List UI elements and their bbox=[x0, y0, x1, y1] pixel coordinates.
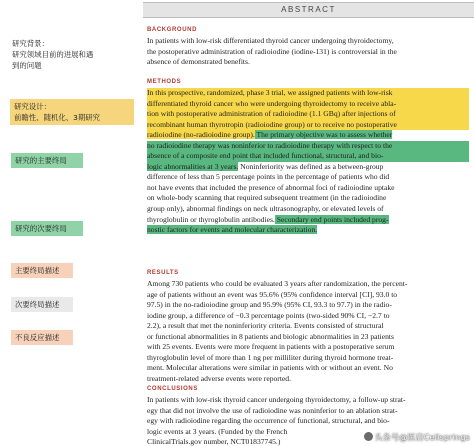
text-line-secondary-endpoint: nostic factors for events and molecular characterization. bbox=[147, 225, 318, 235]
text-line-design: recombinant human thyrotropin (radioiodine group) or to receive no postoperative bbox=[147, 120, 469, 131]
text-line: 2.2), a result that met the noninferiority criteria. Events consisted of structural bbox=[147, 321, 384, 331]
text-line: the postoperative administration of radioiodine (iodine-131) is controversial in the bbox=[147, 46, 397, 56]
text-line-design: tion with postoperative administration of radioiodine (1.1 GBq) after injections of bbox=[147, 109, 469, 120]
text-line-primary-endpoint: absence of a composite end point that included functional, structural, and bio- bbox=[147, 151, 469, 162]
text-line-design: differentiated thyroid cancer who were undergoing thyroidectomy to receive abla- bbox=[147, 99, 469, 110]
text-line: age of patients without an event was 95.6% (95% confidence interval [CI], 93.0 to bbox=[147, 289, 398, 299]
annotation-line: 研究设计： bbox=[14, 102, 51, 111]
text-line-primary-endpoint: logic abnormalities at 3 years. bbox=[147, 161, 239, 171]
abstract-panel bbox=[143, 0, 474, 446]
annotation-line: 研究背景： bbox=[12, 39, 49, 48]
annotation-line: 研究领域目前的进展和遇 bbox=[12, 50, 94, 59]
annotation-column bbox=[0, 0, 140, 446]
text-line: iodine group, a difference of −0.3 percentage points (two-sided 90% CI, −2.7 to bbox=[147, 310, 390, 320]
conclusions-heading: CONCLUSIONS bbox=[147, 386, 198, 392]
text-line: Among 730 patients who could be evaluated 3 years after randomization, the percent- bbox=[147, 279, 408, 288]
annotation-line: 前瞻性、随机化、3期研究 bbox=[14, 113, 101, 122]
watermark bbox=[364, 432, 470, 443]
results-text bbox=[147, 279, 469, 384]
annotation-background bbox=[8, 36, 138, 73]
abstract-header: ABSTRACT bbox=[143, 2, 474, 18]
text-line: In patients with low-risk thyroid cancer undergoing thyroidectomy, a follow-up strat- bbox=[147, 395, 406, 404]
annotation-text: 研究的主要终局 bbox=[15, 156, 67, 165]
text-line: or functional abnormalities in 8 patients and biologic abnormalities in 23 patients bbox=[147, 331, 394, 341]
text-line: In patients with low-risk differentiated thyroid cancer undergoing thyroidectomy, bbox=[147, 36, 394, 45]
background-text bbox=[147, 36, 469, 68]
text-line: treatment-related adverse events were reported. bbox=[147, 373, 291, 383]
text-line: Noninferiority was defined as a between-group bbox=[238, 161, 384, 171]
text-line-secondary-endpoint: Secondary end points included prog- bbox=[274, 214, 389, 224]
annotation-line: 到的问题 bbox=[12, 61, 42, 70]
text-line: 97.5) in the no-radioiodine group and 95.9% (95% CI, 93.3 to 97.7) in the radio- bbox=[147, 300, 392, 310]
text-line: thyroglobulin level of more than 1 ng per milliliter during thyroid hormone treat- bbox=[147, 352, 394, 362]
results-heading: RESULTS bbox=[147, 270, 179, 276]
annotation-text: 次要终局描述 bbox=[15, 300, 60, 309]
text-line: egy that did not involve the use of radioiodine was noninferior to an ablation strat- bbox=[147, 405, 398, 415]
text-line: ment. Molecular alterations were similar in patients with or without an event. No bbox=[147, 363, 393, 373]
annotation-design bbox=[10, 99, 134, 125]
annotation-text: 主要终局描述 bbox=[15, 266, 60, 275]
annotation-text: 研究的次要终局 bbox=[15, 224, 67, 233]
text-line: on whole-body scanning that required subsequent treatment (in the radioiodine bbox=[147, 193, 387, 203]
watermark-text: 头条号@医启Cellsprings bbox=[374, 433, 470, 442]
text-line: ClinicalTrials.gov number, NCT01837745.) bbox=[147, 437, 281, 446]
background-heading: BACKGROUND bbox=[147, 27, 197, 33]
text-line: egy with radioiodine regarding the occurrence of functional, structural, and bio- bbox=[147, 416, 390, 426]
text-line: with 25 events. Events were more frequent in patients with a postoperative serum bbox=[147, 342, 395, 352]
text-line: difference of less than 5 percentage points in the percentage of patients who did bbox=[147, 172, 390, 182]
methods-heading: METHODS bbox=[147, 79, 182, 85]
watermark-logo-icon bbox=[364, 432, 373, 441]
text-line: group only), abnormal findings on neck ultrasonography, or elevated levels of bbox=[147, 204, 384, 214]
text-line-design: radioiodine (no-radioiodine group). bbox=[147, 130, 255, 140]
text-line-design: In this prospective, randomized, phase 3 trial, we assigned patients with low-risk bbox=[147, 88, 469, 99]
annotation-secondary-endpoint bbox=[11, 221, 83, 236]
annotation-secondary-result bbox=[11, 297, 73, 312]
methods-text bbox=[147, 88, 469, 236]
annotation-primary-endpoint bbox=[11, 153, 83, 168]
annotation-text: 不良反应描述 bbox=[15, 333, 60, 342]
text-line-primary-endpoint: no radioiodine therapy was noninferior to radioiodine therapy with respect to the bbox=[147, 141, 469, 152]
text-line: thyroglobulin or thyroglobulin antibodies. bbox=[147, 214, 275, 224]
text-line: logic events at 3 years. (Funded by the French bbox=[147, 426, 288, 436]
annotation-adverse-events bbox=[11, 330, 73, 345]
text-line: not have events that included the presence of abnormal foci of radioiodine uptake bbox=[147, 182, 395, 192]
text-line-primary-endpoint: The primary objective was to assess whether bbox=[254, 130, 393, 140]
annotation-primary-result bbox=[11, 263, 73, 278]
text-line: absence of demonstrated benefits. bbox=[147, 57, 250, 67]
